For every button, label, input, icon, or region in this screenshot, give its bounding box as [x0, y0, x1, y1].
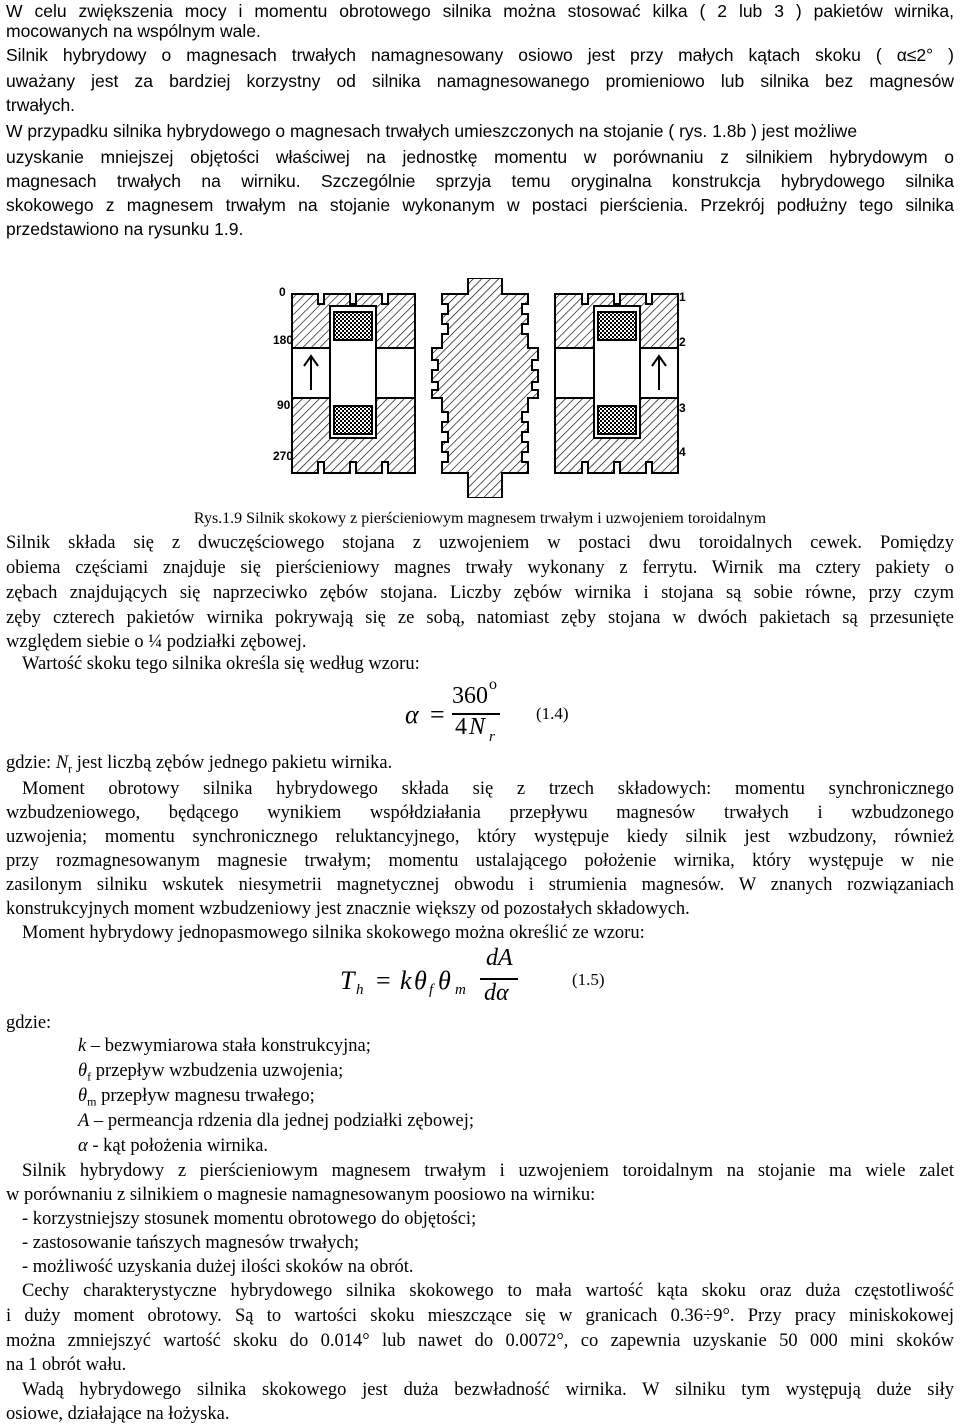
where14-var: N [55, 753, 69, 773]
figure-caption: Rys.1.9 Silnik skokowy z pierścieniowym magnesem trwałym i uzwojeniem toroidalnym [193, 510, 767, 527]
formula15-number: (1.5) [572, 970, 605, 989]
body3-line-11: osiowe, działające na łożyska. [6, 1404, 230, 1424]
formula15-T: T [340, 966, 355, 995]
body1-line-1: Silnik składa się z dwuczęściowego stojana z uzwojeniem w postaci dwu toroidalnych cewek. Pomiędzy [6, 533, 954, 553]
intro-line-5: trwałych. [6, 95, 76, 115]
body3-line-7: i duży moment obrotowy. Są to wartości skoku mieszczące się w granicach 0.36÷9°. Przy pracy miniskokowej [6, 1306, 954, 1326]
coil-upper-left [334, 312, 372, 340]
body3-line-1: Silnik hybrydowy z pierścieniowym magnesem trwałym i uzwojeniem toroidalnym na stojanie ma wiele zalet [22, 1161, 954, 1181]
formula15-theta-m: θ [438, 966, 451, 995]
motor-cross-section-figure [270, 278, 700, 498]
body3-line-9: na 1 obrót wału. [6, 1355, 127, 1375]
intro-line-6: W przypadku silnika hybrydowego o magnesach trwałych umieszczonych na stojanie ( rys. 1.8b ) jest możliwe [6, 121, 858, 141]
formula14-number: (1.4) [536, 704, 569, 723]
body2-line-7: Moment hybrydowy jednopasmowego silnika skokowego można określić ze wzoru: [22, 923, 645, 943]
label-2: 2 [679, 335, 686, 349]
intro-line-1: W celu zwiększenia mocy i momentu obrotowego silnika można stosować kilka ( 2 lub 3 ) pakietów wirnika, [6, 1, 954, 21]
formula15-k: k [400, 966, 412, 995]
body3-line-5: - możliwość uzyskania dużej ilości skoków na obrót. [22, 1257, 414, 1277]
body2-line-1: Moment obrotowy silnika hybrydowego składa się z trzech składowych: momentu synchronicznego [22, 779, 954, 799]
formula15-denominator: dα [484, 980, 509, 1006]
label-90: 90 [277, 398, 291, 412]
body1-line-6: Wartość skoku tego silnika określa się według wzoru: [22, 654, 420, 674]
body2-line-5: zasilonym silniku wskutek niesymetrii magnetycznej obwodu i strumienia magnesów. W znanych rozwiązaniach [6, 875, 954, 895]
magnet-ring-inner-left [376, 348, 415, 398]
body1-line-3: zębach znajdujących się naprzeciwko zębów stojana. Liczby zębów wirnika i stojana są sobie równe, przy czym [6, 583, 954, 603]
body3-line-2: w porównaniu z silnikiem o magnesie namagnesowanym poosiowo na wirniku: [6, 1185, 596, 1205]
label-1: 1 [679, 290, 686, 304]
coil-lower-right [598, 406, 636, 434]
legend-item-A: A – permeancja rdzenia dla jednej podziałki zębowej; [78, 1111, 475, 1131]
where14-prefix: gdzie: [6, 753, 56, 773]
body1-line-4: zęby czterech pakietów wirnika pokrywają się ze sobą, natomiast zęby stojana w dwóch pakietach są przesunięte [6, 608, 954, 628]
label-270: 270 [273, 449, 294, 463]
coil-upper-right [598, 312, 636, 340]
formula14-numerator: 360 [452, 683, 488, 709]
intro-line-7: uzyskanie mniejszej objętości właściwej na jednostkę momentu w porównaniu z silnikiem hybrydowym o [6, 147, 954, 167]
body1-line-5: względem siebie o ¼ podziałki zębowej. [6, 632, 307, 652]
body1-line-2: obiema częściami znajduje się pierścieniowy magnes trwały wykonany z ferrytu. Wirnik ma cztery pakiety o [6, 558, 954, 578]
rotor-shaft [432, 278, 538, 498]
formula15-sub-f: f [429, 982, 434, 998]
body3-line-6: Cechy charakterystyczne hybrydowego silnika skokowego to mała wartość kąta skoku oraz duża częstotliwość [22, 1281, 954, 1301]
legend-item-theta-f: $\theta_f$ przepływ wzbudzenia uzwojenia; [78, 1061, 344, 1084]
legend-item-alpha: α - kąt położenia wirnika. [78, 1136, 269, 1156]
body2-line-2: wzbudzeniowego, będącego wynikiem współdziałania przepływu magnesów trwałych i wzbudzonego [6, 803, 954, 823]
label-180: 180 [273, 333, 294, 347]
intro-line-10: przedstawiono na rysunku 1.9. [6, 219, 244, 239]
label-0: 0 [279, 285, 286, 299]
where14-sub: r [68, 761, 73, 776]
legend-item-theta-m: $\theta_m$ przepływ magnesu trwałego; [78, 1086, 315, 1109]
coil-lower-left [334, 406, 372, 434]
magnet-ring-inner-right [555, 348, 594, 398]
body3-line-8: można zmniejszyć wartość skoku do 0.014° lub nawet do 0.0072°, co zapewnia uzyskanie 50 000 mini skoków [6, 1331, 954, 1351]
where14-rest: jest liczbą zębów jednego pakietu wirnika. [72, 753, 393, 773]
formula14-den-sub: r [489, 729, 495, 745]
intro-line-8: magnesach trwałych na wirniku. Szczególnie sprzyja temu oryginalna konstrukcja hybrydowego silnika [6, 171, 954, 191]
where14-line [6, 752, 954, 780]
formula15-numerator: dA [486, 945, 513, 971]
formula14-den-coef: 4 [455, 714, 467, 740]
body2-line-4: przy rozmagnesowanym magnesie trwałym; momentu ustalającego położenie wirnika, który występuje w nie [6, 851, 954, 871]
body3-line-4: - zastosowanie tańszych magnesów trwałych; [22, 1233, 360, 1253]
body3-line-10: Wadą hybrydowego silnika skokowego jest duża bezwładność wirnika. W silniku tym występują duże siły [22, 1380, 954, 1400]
intro-line-9: skokowego z magnesem trwałym na stojanie wykonanym w postaci pierścienia. Przekrój podłużny tego silnika [6, 195, 954, 215]
formula15-T-sub: h [356, 982, 364, 998]
body2-line-3: uzwojenia; momentu synchronicznego reluktancyjnego, który występuje kiedy silnik jest wzbudzony, również [6, 827, 954, 847]
label-3: 3 [679, 401, 686, 415]
intro-line-3: Silnik hybrydowy o magnesach trwałych namagnesowany osiowo jest przy małych kątach skoku ( α≤2° ) [6, 45, 954, 65]
label-4: 4 [679, 445, 686, 459]
formula14-degree: o [489, 676, 497, 693]
formula15-theta-f: θ [414, 966, 427, 995]
body2-line-6: konstrukcyjnych moment wzbudzeniowy jest znacznie większy od pozostałych składowych. [6, 899, 690, 919]
formula14-equals: = [430, 700, 445, 729]
formula15-equals: = [376, 966, 391, 995]
intro-line-2: mocowanych na wspólnym wale. [6, 21, 261, 41]
legend-heading: gdzie: [6, 1013, 52, 1033]
intro-line-4: uważany jest za bardziej korzystny od silnika namagnesowanego promieniowo lub silnika bez magnesów [6, 71, 954, 91]
formula14-alpha: α [405, 700, 419, 729]
formula14-den-var: N [469, 714, 486, 740]
body3-line-3: - korzystniejszy stosunek momentu obrotowego do objętości; [22, 1209, 477, 1229]
formula15-sub-m: m [455, 982, 466, 998]
legend-item-k: k – bezwymiarowa stała konstrukcyjna; [78, 1036, 371, 1056]
